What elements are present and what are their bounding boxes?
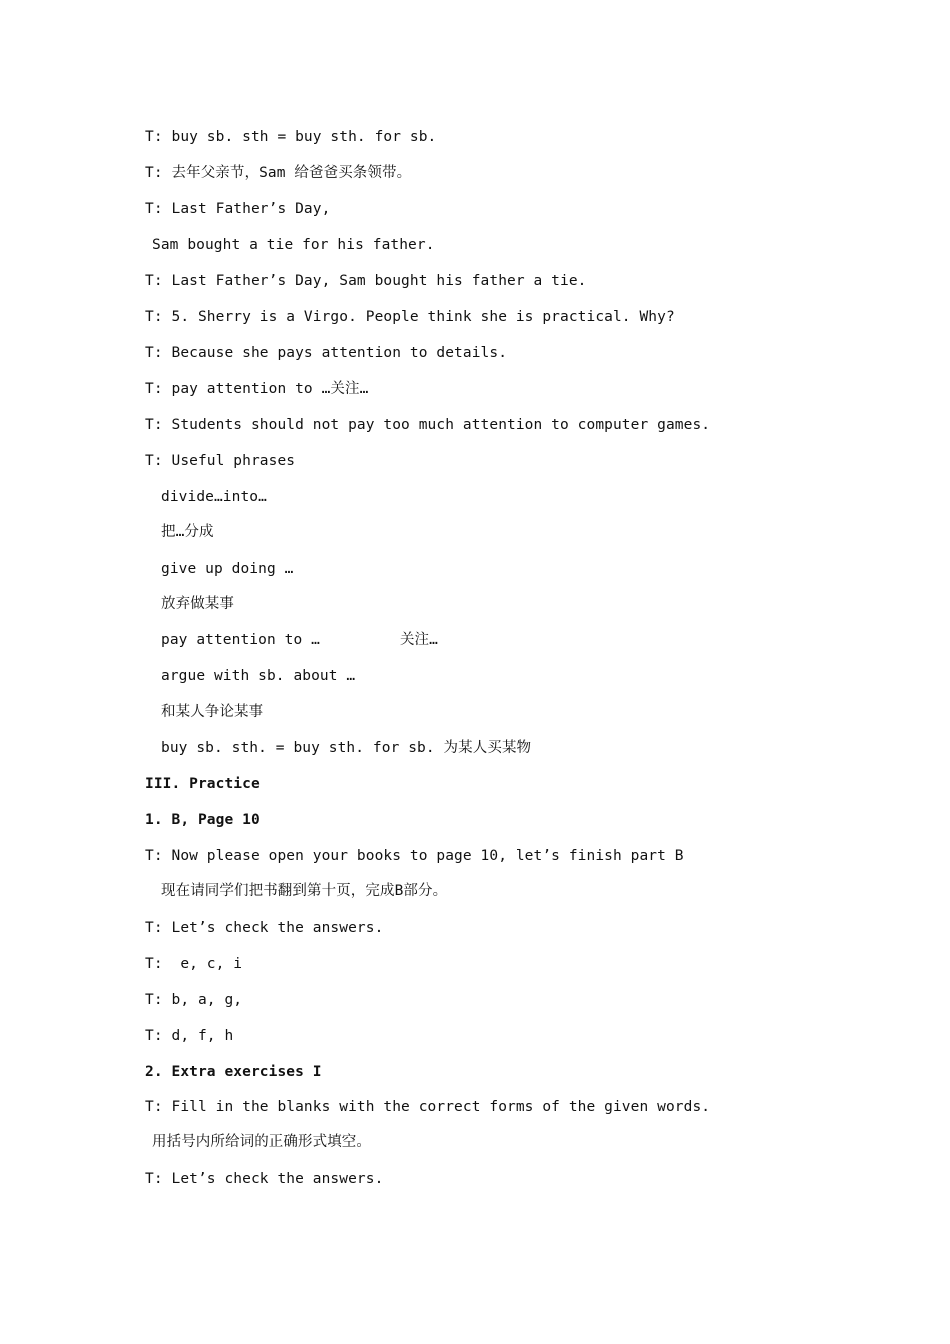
phrase-translation: 把…分成 bbox=[161, 524, 214, 540]
text-line: T: Let’s check the answers. bbox=[145, 920, 384, 936]
phrase-line: divide…into… bbox=[161, 489, 267, 505]
text-line: T: Useful phrases bbox=[145, 453, 296, 469]
text-line: T: Let’s check the answers. bbox=[145, 1171, 384, 1187]
phrase-line: buy sb. sth. = buy sth. for sb. 为某人买某物 bbox=[161, 740, 532, 756]
phrase-translation: 放弃做某事 bbox=[161, 596, 234, 612]
section-heading: III. Practice bbox=[145, 776, 260, 792]
text-line: T: d, f, h bbox=[145, 1028, 234, 1044]
text-line: T: e, c, i bbox=[145, 956, 243, 972]
text-line: T: Because she pays attention to details. bbox=[145, 345, 508, 361]
text-line: T: Fill in the blanks with the correct forms of the given words. bbox=[145, 1099, 711, 1115]
text-line: T: Last Father’s Day, Sam bought his father a tie. bbox=[145, 273, 587, 289]
text-line: T: pay attention to …关注… bbox=[145, 381, 369, 397]
text-line: T: buy sb. sth = buy sth. for sb. bbox=[145, 129, 437, 145]
phrase-line: give up doing … bbox=[161, 561, 294, 577]
text-line: T: 去年父亲节，Sam 给爸爸买条领带。 bbox=[145, 165, 412, 181]
subsection-heading: 1. B, Page 10 bbox=[145, 812, 260, 828]
text-line: 现在请同学们把书翻到第十页，完成B部分。 bbox=[161, 883, 448, 899]
phrase-english: pay attention to … bbox=[161, 632, 320, 648]
phrase-line: argue with sb. about … bbox=[161, 668, 356, 684]
text-line: 用括号内所给词的正确形式填空。 bbox=[152, 1134, 371, 1150]
phrase-translation: 关注… bbox=[399, 632, 438, 648]
text-line: T: 5. Sherry is a Virgo. People think she is practical. Why? bbox=[145, 309, 675, 325]
text-line: T: b, a, g, bbox=[145, 992, 243, 1008]
text-line: Sam bought a tie for his father. bbox=[152, 237, 435, 253]
phrase-line bbox=[161, 630, 438, 650]
subsection-heading: 2. Extra exercises I bbox=[145, 1064, 322, 1080]
text-line: T: Students should not pay too much attention to computer games. bbox=[145, 417, 711, 433]
text-line: T: Last Father’s Day, bbox=[145, 201, 331, 217]
text-line: T: Now please open your books to page 10, let’s finish part B bbox=[145, 848, 684, 864]
phrase-translation: 和某人争论某事 bbox=[161, 704, 264, 720]
